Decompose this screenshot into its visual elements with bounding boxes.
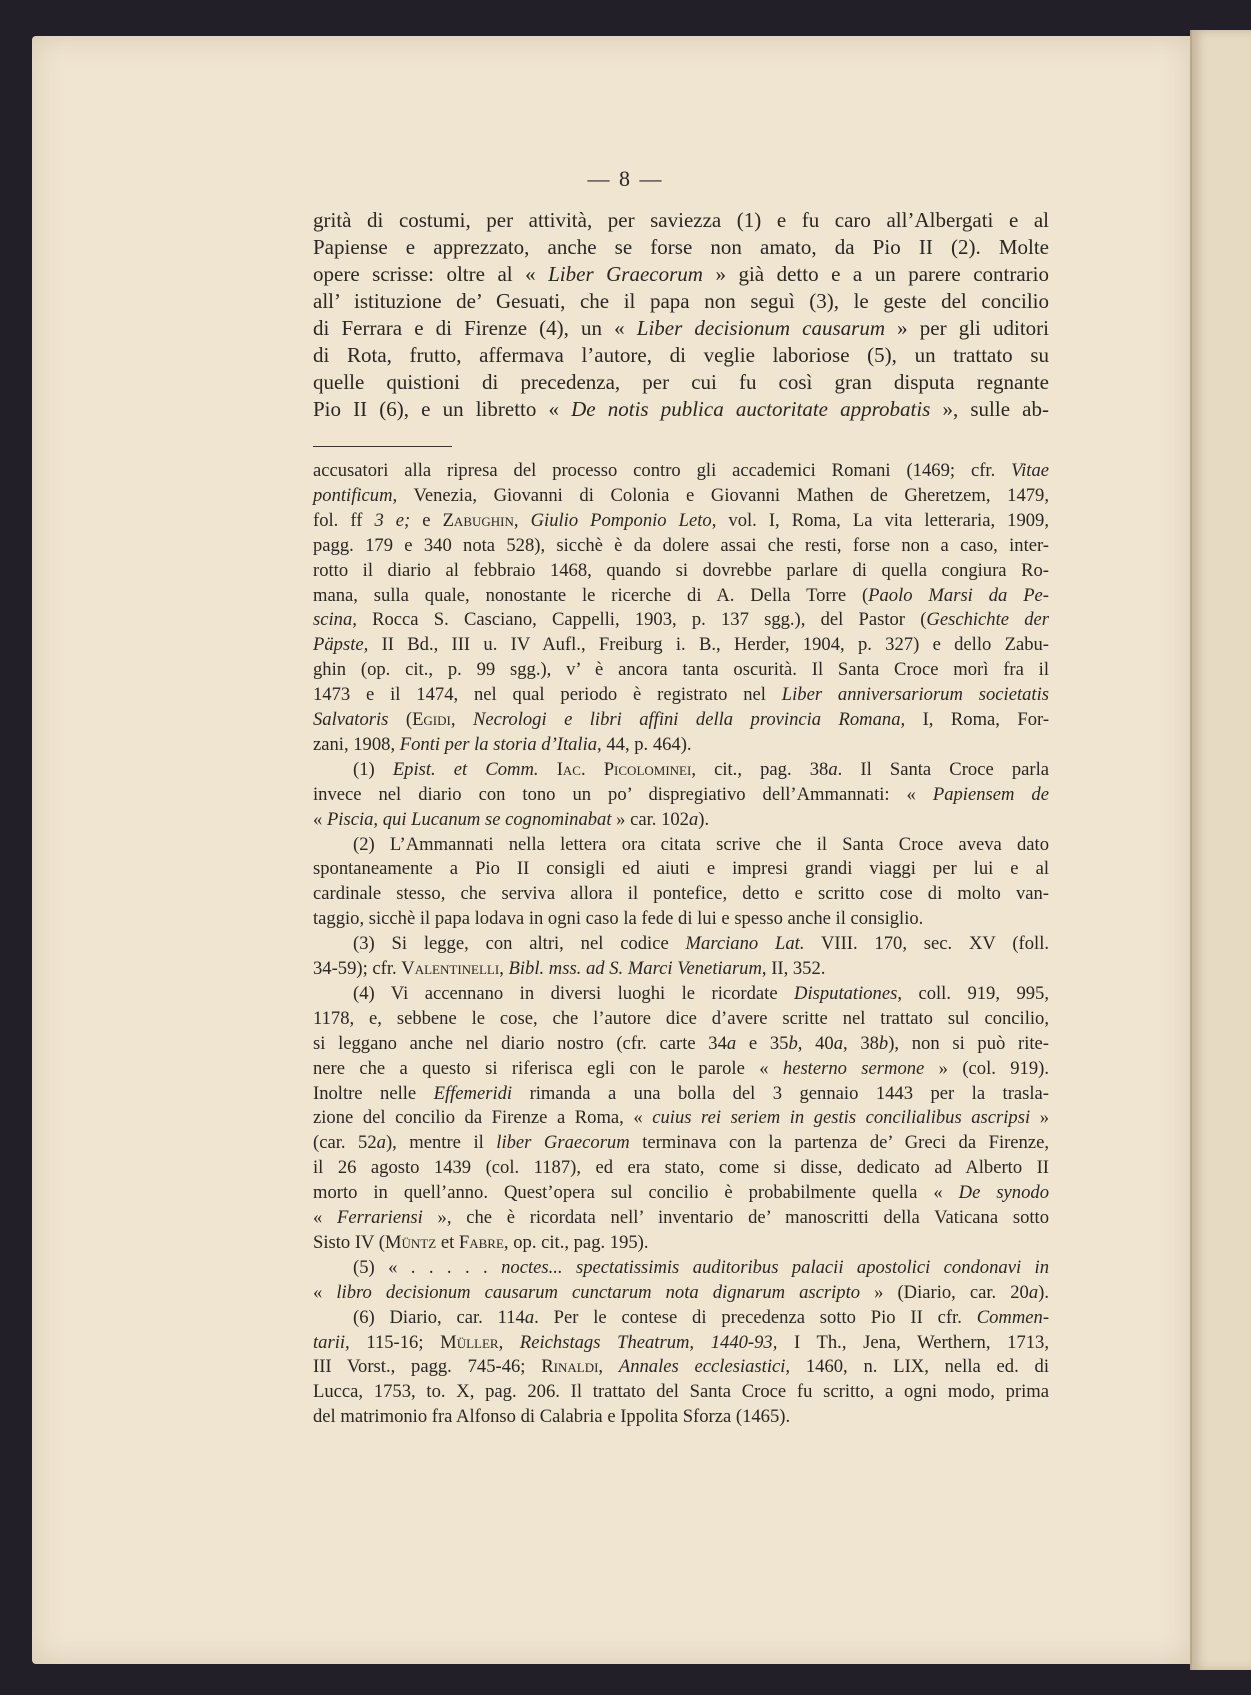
italic-text: Effemeridi bbox=[433, 1082, 513, 1104]
italic-text: Bibl. mss. ad S. Marci Venetiarum bbox=[508, 958, 762, 979]
italic-text: b bbox=[788, 1032, 798, 1054]
italic-text: Paolo Marsi da Pe- bbox=[868, 584, 1049, 606]
italic-text: Liber decisionum causarum bbox=[636, 316, 886, 340]
text-segment: pagg. 179 e 340 nota 528), sicchè è da dolere assai che resti, forse non a caso, inter- bbox=[313, 534, 1049, 556]
small-caps-name: Müntz bbox=[384, 1231, 437, 1253]
text-segment: , bbox=[598, 1356, 619, 1378]
body-line bbox=[313, 370, 1049, 395]
text-segment: » per gli uditori bbox=[885, 316, 1049, 340]
text-segment: fol. ff bbox=[313, 509, 375, 531]
footnote-line bbox=[313, 609, 1049, 631]
footnote-line bbox=[313, 1132, 1049, 1154]
text-segment: , 40 bbox=[797, 1032, 834, 1054]
footnote-line bbox=[313, 1332, 1049, 1354]
footnote-line bbox=[313, 1157, 1049, 1179]
body-line bbox=[313, 262, 1049, 287]
text-segment: cardinale stesso, che serviva allora il pontefice, detto e scritto cose di molto van- bbox=[313, 883, 1049, 905]
text-segment: « bbox=[313, 1281, 337, 1303]
italic-text: Geschichte der bbox=[926, 609, 1049, 631]
text-segment: , bbox=[498, 1331, 520, 1353]
text-segment: » già detto e a un parere contrario bbox=[702, 262, 1049, 286]
text-segment: II Bd., III u. IV Aufl., Freiburg i. B., Herder, 1904, p. 327) e dello Zabu- bbox=[368, 634, 1049, 656]
text-segment: (3) Si legge, con altri, nel codice bbox=[353, 933, 686, 955]
text-segment: ). bbox=[1038, 1281, 1049, 1303]
body-line bbox=[313, 208, 1049, 233]
text-segment: » (Diario, car. 20 bbox=[860, 1281, 1029, 1303]
footnote-line bbox=[313, 1232, 1049, 1254]
text-segment: I, Roma, For- bbox=[905, 709, 1050, 730]
italic-text: scina, bbox=[313, 609, 357, 631]
text-segment bbox=[539, 759, 557, 780]
text-segment: Rocca S. Casciano, Cappelli, 1903, p. 137 sgg.), del Pastor ( bbox=[356, 609, 927, 631]
text-segment: mana, sulla quale, nonostante le ricerche di A. Della Torre ( bbox=[313, 584, 869, 606]
text-segment: Sisto IV ( bbox=[313, 1231, 385, 1253]
text-segment: ghin (op. cit., p. 99 sgg.), v’ è ancora tanta oscurità. Il Santa Croce morì fra il bbox=[313, 659, 1049, 681]
italic-text: 3 e; bbox=[374, 509, 411, 531]
page-number: — 8 — bbox=[587, 166, 664, 191]
text-segment: 1460, n. LIX, nella ed. di bbox=[790, 1356, 1049, 1378]
footnote-line bbox=[313, 1008, 1049, 1030]
italic-text: Epist. et Comm. bbox=[392, 758, 539, 780]
italic-text: Piscia, qui Lucanum se cognominabat bbox=[326, 808, 612, 830]
text-segment: grità di costumi, per attività, per saviezza (1) e fu caro all’Albergati e al bbox=[313, 208, 1049, 232]
text-segment: , bbox=[513, 509, 531, 531]
footnote-line bbox=[353, 1257, 1049, 1279]
body-line bbox=[313, 397, 1049, 422]
italic-text: Liber anniversariorum societatis bbox=[781, 684, 1049, 706]
italic-text: hesterno sermone bbox=[782, 1057, 925, 1079]
footnote-line bbox=[313, 535, 1049, 557]
footnote-line bbox=[353, 983, 1049, 1005]
text-segment: (car. 52 bbox=[313, 1132, 377, 1154]
italic-text: a bbox=[376, 1132, 386, 1154]
text-segment: e 35 bbox=[736, 1032, 789, 1054]
italic-text: Marciano Lat. bbox=[685, 933, 805, 955]
text-segment: (5) « . . . . . bbox=[353, 1256, 502, 1278]
text-segment: , bbox=[499, 958, 509, 979]
small-caps-name: Zabughin bbox=[442, 509, 514, 531]
text-segment: , bbox=[450, 709, 473, 730]
italic-text: Giulio Pomponio Leto bbox=[530, 509, 712, 531]
footnote-line bbox=[313, 460, 1049, 482]
text-segment: e bbox=[410, 509, 443, 531]
text-segment: spontaneamente a Pio II consigli ed aiuti e impresi grandi viaggi per lui e al bbox=[313, 858, 1049, 880]
text-segment: Inoltre nelle bbox=[313, 1082, 434, 1104]
text-segment: Papiense e apprezzato, anche se forse non amato, da Pio II (2). Molte bbox=[313, 235, 1049, 259]
footnote-line bbox=[313, 684, 1049, 706]
text-segment: di Rota, frutto, affermava l’autore, di veglie laboriose (5), un trattato su bbox=[313, 343, 1049, 367]
text-segment: « bbox=[313, 808, 327, 830]
italic-text: liber Graecorum bbox=[496, 1132, 630, 1154]
italic-text: a bbox=[828, 758, 838, 780]
footnote-line bbox=[313, 1381, 1049, 1403]
footnote-line bbox=[313, 585, 1049, 607]
text-segment: . Per le contese di precedenza sotto Pio II cfr. bbox=[534, 1306, 977, 1328]
text-segment: » bbox=[1030, 1107, 1049, 1129]
text-segment: di Ferrara e di Firenze (4), un « bbox=[313, 316, 637, 340]
text-segment: (1) bbox=[353, 758, 393, 780]
text-segment: 34-59); cfr. bbox=[313, 958, 402, 979]
italic-text: a bbox=[726, 1032, 737, 1054]
footnote-line bbox=[313, 908, 1049, 930]
text-segment: (4) Vi accennano in diversi luoghi le ricordate bbox=[353, 982, 795, 1004]
footnote-line bbox=[313, 1356, 1049, 1378]
small-caps-name: Valentinelli bbox=[401, 958, 500, 979]
italic-text: De synodo bbox=[958, 1182, 1049, 1204]
text-segment: rotto il diario al febbraio 1468, quando si dovrebbe parlare di quella congiura Ro- bbox=[313, 559, 1049, 581]
text-segment: » (col. 919). bbox=[924, 1057, 1049, 1079]
text-segment: nere che a questo si riferisca egli con le parole « bbox=[313, 1057, 783, 1079]
footnote-line bbox=[313, 1282, 1049, 1304]
footnote-line bbox=[353, 834, 1049, 856]
italic-text: libro decisionum causarum cunctarum nota dignarum ascripto bbox=[336, 1281, 861, 1303]
text-segment: quelle quistioni di precedenza, per cui fu così gran disputa regnante bbox=[313, 370, 1049, 394]
footnote-line bbox=[353, 933, 1049, 955]
footnote-line bbox=[313, 734, 1049, 756]
text-segment: 1178, e, sebbene le cose, che l’autore dice d’avere scritte nel trattato sul concilio, bbox=[313, 1007, 1049, 1029]
text-segment: (6) Diario, car. 114 bbox=[353, 1306, 525, 1328]
small-caps-name: Egidi bbox=[412, 709, 451, 730]
small-caps-name: Rinaldi bbox=[541, 1356, 599, 1378]
text-segment: terminava con la partenza de’ Greci da Firenze, bbox=[629, 1132, 1050, 1154]
footnote-line bbox=[313, 1033, 1049, 1055]
footnote-line bbox=[313, 634, 1049, 656]
footnote-line bbox=[313, 809, 1049, 831]
italic-text: Vitae bbox=[1011, 460, 1049, 481]
footnote-line bbox=[313, 510, 1049, 532]
italic-text: Disputationes bbox=[794, 982, 898, 1004]
footnote-separator bbox=[313, 446, 452, 447]
italic-text: Necrologi e libri affini della provincia Romana, bbox=[472, 709, 906, 730]
italic-text: Reichstags Theatrum, 1440-93, bbox=[519, 1331, 778, 1353]
text-segment: , op. cit., pag. 195). bbox=[503, 1231, 649, 1253]
body-line bbox=[313, 343, 1049, 368]
footnote-line bbox=[313, 1406, 1049, 1428]
italic-text: Liber Graecorum bbox=[548, 262, 703, 286]
footnote-line bbox=[353, 1307, 1049, 1329]
text-segment: et bbox=[436, 1231, 459, 1253]
text-segment: (2) L’Ammannati nella lettera ora citata scrive che il Santa Croce aveva dato bbox=[353, 833, 1049, 855]
text-segment: , cit., pag. 38 bbox=[691, 758, 829, 780]
text-segment: Venezia, Giovanni di Colonia e Giovanni Mathen de Gheretzem, 1479, bbox=[397, 484, 1049, 506]
text-segment: zani, 1908, bbox=[313, 733, 400, 755]
small-caps-name: Fabre bbox=[458, 1231, 504, 1253]
italic-text: tarii, bbox=[313, 1331, 350, 1353]
text-segment: VIII. 170, sec. XV (foll. bbox=[804, 933, 1050, 955]
italic-text: a bbox=[1028, 1281, 1039, 1303]
footnote-line bbox=[313, 958, 1049, 980]
footnote-line bbox=[313, 1058, 1049, 1080]
italic-text: a bbox=[688, 808, 699, 830]
italic-text: cuius rei seriem in gestis concilialibus ascripsi bbox=[652, 1107, 1031, 1129]
text-segment: morto in quell’anno. Quest’opera sul concilio è probabilmente quella « bbox=[313, 1182, 959, 1204]
footnote-line bbox=[313, 560, 1049, 582]
text-segment: », che è ricordata nell’ inventario de’ manoscritti della Vaticana sotto bbox=[422, 1207, 1049, 1228]
small-caps-name: Müller bbox=[440, 1331, 499, 1353]
footnote-line bbox=[313, 485, 1049, 507]
italic-text: Salvatoris bbox=[313, 709, 389, 730]
footnote-line bbox=[313, 709, 1049, 731]
italic-text: Ferrariensi bbox=[337, 1207, 423, 1228]
text-segment: ), non si può rite- bbox=[888, 1032, 1049, 1054]
italic-text: a bbox=[833, 1032, 843, 1054]
text-segment: rimanda a una bolla del 3 gennaio 1443 per la trasla- bbox=[512, 1082, 1049, 1104]
text-segment: accusatori alla ripresa del processo contro gli accademici Romani (1469; cfr. bbox=[313, 460, 1012, 481]
body-line bbox=[313, 289, 1049, 314]
text-segment: taggio, sicchè il papa lodava in ogni caso la fede di lui e spesso anche il consiglio. bbox=[313, 908, 924, 930]
text-segment: », sulle ab- bbox=[930, 397, 1049, 421]
text-segment: invece nel diario con tono un po’ dispregiativo dell’Ammannati: « bbox=[313, 783, 933, 805]
text-segment: I Th., Jena, Werthern, 1713, bbox=[777, 1331, 1049, 1353]
next-page-edge bbox=[1190, 30, 1251, 1670]
italic-text: Päpste, bbox=[313, 634, 369, 656]
text-segment: « bbox=[313, 1207, 338, 1228]
text-segment: , II, 352. bbox=[761, 958, 826, 979]
footnote-line bbox=[313, 1107, 1049, 1129]
text-segment: del matrimonio fra Alfonso di Calabria e Ippolita Sforza (1465). bbox=[313, 1406, 791, 1428]
text-segment: Lucca, 1753, to. X, pag. 206. Il trattato del Santa Croce fu scritto, a ogni modo, prima bbox=[313, 1381, 1049, 1403]
italic-text: Fonti per la storia d’Italia, bbox=[399, 733, 602, 755]
footnote-line bbox=[313, 883, 1049, 905]
footnote-line bbox=[313, 1207, 1049, 1229]
italic-text: pontificum, bbox=[313, 484, 398, 506]
text-segment: , vol. I, Roma, La vita letteraria, 1909, bbox=[711, 509, 1050, 531]
text-segment: all’ istituzione de’ Gesuati, che il papa non seguì (3), le geste del concilio bbox=[313, 289, 1049, 313]
small-caps-name: Iac. Picolominei bbox=[556, 758, 692, 780]
italic-text: De notis publica auctoritate approbatis bbox=[571, 397, 931, 421]
text-segment: 44, p. 464). bbox=[601, 733, 692, 755]
text-segment: 115-16; bbox=[349, 1331, 441, 1353]
text-segment: , 38 bbox=[842, 1032, 879, 1054]
italic-text: Annales ecclesiastici, bbox=[618, 1356, 791, 1378]
text-segment: » car. 102 bbox=[611, 808, 689, 830]
footnote-line bbox=[353, 759, 1049, 781]
text-segment: . Il Santa Croce parla bbox=[837, 758, 1049, 780]
italic-text: a bbox=[524, 1306, 535, 1328]
body-line bbox=[313, 316, 1049, 341]
footnote-line bbox=[313, 1083, 1049, 1105]
text-segment: ), mentre il bbox=[385, 1132, 497, 1154]
italic-text: noctes... spectatissimis auditoribus palacii apostolici condonavi in bbox=[501, 1256, 1049, 1278]
text-segment: ( bbox=[388, 709, 413, 730]
text-segment: il 26 agosto 1439 (col. 1187), ed era stato, come si disse, dedicato ad Alberto II bbox=[313, 1157, 1049, 1179]
text-segment: opere scrisse: oltre al « bbox=[313, 262, 549, 286]
italic-text: Commen- bbox=[976, 1306, 1050, 1328]
body-line bbox=[313, 235, 1049, 260]
italic-text: Papiensem de bbox=[932, 783, 1049, 805]
text-segment: si leggano anche nel diario nostro (cfr. carte 34 bbox=[313, 1032, 727, 1054]
footnote-line bbox=[313, 659, 1049, 681]
text-segment: ). bbox=[698, 808, 710, 830]
text-segment: III Vorst., pagg. 745-46; bbox=[313, 1356, 542, 1378]
footnote-line bbox=[313, 858, 1049, 880]
footnote-line bbox=[313, 784, 1049, 806]
text-segment: 1473 e il 1474, nel qual periodo è registrato nel bbox=[313, 684, 782, 706]
footnote-line bbox=[313, 1182, 1049, 1204]
text-segment: Pio II (6), e un libretto « bbox=[313, 397, 572, 421]
text-segment: , coll. 919, 995, bbox=[897, 982, 1049, 1004]
text-segment: zione del concilio da Firenze a Roma, « bbox=[313, 1107, 653, 1129]
italic-text: b bbox=[878, 1032, 889, 1054]
